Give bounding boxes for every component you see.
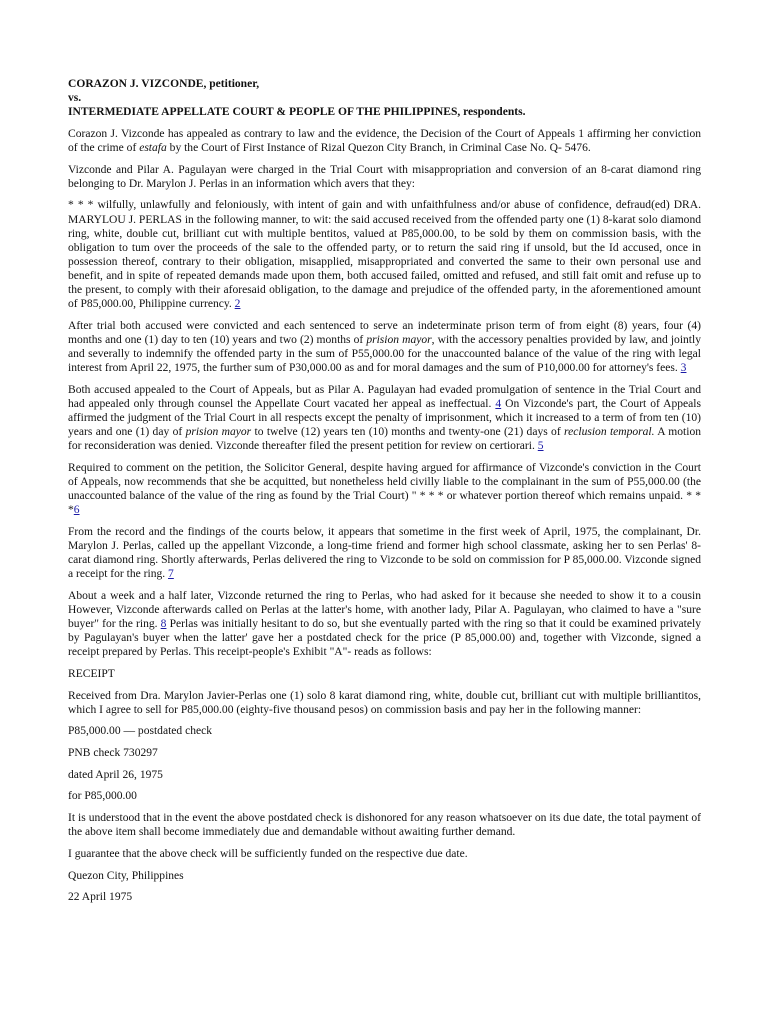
paragraph <box>68 127 701 155</box>
paragraph: Vizconde and Pilar A. Pagulayan were charged in the Trial Court with misappropriation and conversion of an 8-carat diamond ring belonging to Dr. Marylon J. Perlas in an information which avers that they: <box>68 163 701 190</box>
footnote-link[interactable]: 2 <box>234 298 241 311</box>
paragraph-text: Both accused appealed to the Court of Appeals, but as Pilar A. Pagulayan had evaded promulgation of sentence in the Trial Court and had appealed only through counsel the Appellate Court vacated her appeal as ineffectual. <box>68 383 701 410</box>
paragraph-text: , with the accessory penalties provided by law, and jointly and severally to indemnify the offended party in the sum of P55,000.00 for the unaccounted balance of the value of the ring with legal interest from April 22, 1975, the further sum of P30,000.00 as and for moral damages and the sum of P10,000.00 for attorney's fees. <box>68 333 701 375</box>
receipt-date: 22 April 1975 <box>68 891 133 904</box>
paragraph-text: About a week and a half later, Vizconde returned the ring to Perlas, who had asked for it because she needed to show it to a cousin However, Vizconde afterwards called on Perlas at the latter's home, with another lady, Pilar A. Pagulayan, who claimed to have a "sure buyer" for the ring. <box>68 589 701 630</box>
paragraph <box>68 319 701 375</box>
footnote-link[interactable]: 3 <box>680 362 687 375</box>
paragraph <box>68 589 701 659</box>
paragraph: I guarantee that the above check will be sufficiently funded on the respective due date. <box>68 847 468 860</box>
paragraph-text: A motion for reconsideration was denied. Vizconde thereafter filed the present petition for review on certiorari. <box>68 426 702 453</box>
paragraph-text: Corazon J. Vizconde has appealed as contrary to law and the evidence, the Decision of the Court of Appeals 1 affirming her conviction of the crime of <box>68 127 701 154</box>
receipt-heading: RECEIPT <box>68 667 115 680</box>
receipt-line: dated April 26, 1975 <box>68 768 163 781</box>
receipt-line: PNB check 730297 <box>68 746 158 759</box>
caption-respondents: INTERMEDIATE APPELLATE COURT & PEOPLE OF THE PHILIPPINES, respondents. <box>68 106 526 119</box>
emphasis-text: reclusion temporal. <box>564 426 655 439</box>
paragraph: Received from Dra. Marylon Javier-Perlas one (1) solo 8 karat diamond ring, white, double cut, brilliant cut with multiple brilliantitos, which I agree to sell for P85,000.00 (eighty-five thousand pesos) on commission basis and pay her in the following manner: <box>68 689 701 716</box>
footnote-link[interactable]: 5 <box>537 440 544 453</box>
paragraph-text: to twelve (12) years ten (10) months and twenty-one (21) days of <box>254 426 561 439</box>
caption-vs: vs. <box>68 92 82 105</box>
paragraph-text: Perlas was initially hesitant to do so, but she eventually parted with the ring so that it could be examined privately by Pagulayan's buyer when the latter' gave her a postdated check for the price (P 85,000.00) and, together with Vizconde, signed a receipt prepared by Perlas. This receipt-people's Exhibit "A"- reads as follows: <box>68 617 701 659</box>
caption-petitioner: CORAZON J. VIZCONDE, petitioner, <box>68 78 260 90</box>
paragraph-text: From the record and the findings of the courts below, it appears that sometime in the first week of April, 1975, the complainant, Dr. Marylon J. Perlas, called up the appellant Vizconde, a long-time friend and former high school classmate, asking her to sen Perlas' 8-carat diamond ring. Shortly afterwards, Perlas delivered the ring to Vizconde to be sold on commission for P 85,000.00. Vizconde signed a receipt for the ring. <box>68 525 701 581</box>
paragraph-text: by the Court of First Instance of Rizal Quezon City Branch, in Criminal Case No. Q- 5476. <box>166 141 591 154</box>
footnote-link[interactable]: 4 <box>495 397 502 410</box>
paragraph <box>68 461 701 517</box>
paragraph-text: On Vizconde's part, the Court of Appeals affirmed the judgment of the Trial Court in all respects except the penalty of imprisonment, which it increased to a term of from ten (10) years and one (1) day of <box>68 397 701 439</box>
paragraph-text: After trial both accused were convicted and each sentenced to serve an indeterminate prison term of from eight (8) years, four (4) months and one (1) day to ten (10) years and two (2) months of <box>68 319 701 346</box>
footnote-link[interactable]: 8 <box>160 617 167 630</box>
emphasis-text: prision mayor <box>185 426 252 439</box>
footnote-link[interactable]: 7 <box>168 568 174 581</box>
paragraph-text: * * * wilfully, unlawfully and feloniously, with intent of gain and with unfaithfulness and/or abuse of confidence, defraud(ed) DRA. MARYLOU J. PERLAS in the following manner, to wit: the said accused received from the offended party one (1) 8-karat solo diamond ring, white, double cut, brilliant cut with multiple bentitos, valued at P85,000.00, to be sold by them on commission basis, with the obligation to tum over the proceeds of the sale to the offended party, or to return the said ring if unsold, but the Id accused, once in possession thereof, contrary to their obligation, misapplied, misappropriated and converted the same to their own personal use and benefit, and in spite of repeated demands made upon them, both accused failed, omitted and refused, and still fait omit and refuse up to the present, to comply with their aforesaid obligation, to the damage and prejudice of the offended party, in the aforementioned amount of P85,000.00, Philippine currency. <box>68 199 701 311</box>
document-page <box>68 77 701 904</box>
paragraph <box>68 383 701 453</box>
paragraph-text: Required to comment on the petition, the Solicitor General, despite having argued for affirmance of Vizconde's conviction in the Court of Appeals, now recommends that she be acquitted, but nonetheless held civilly liable to the complainant in the sum of P55,000.00 (the unaccounted balance of the value of the ring as found by the Trial Court) " * * * or whatever portion thereof which remains unpaid. * * * <box>68 461 701 517</box>
paragraph <box>68 198 701 311</box>
footnote-link[interactable]: 6 <box>73 504 80 517</box>
receipt-line: P85,000.00 — postdated check <box>68 725 212 738</box>
emphasis-text: estafa <box>139 141 167 154</box>
receipt-line: for P85,000.00 <box>68 790 137 803</box>
receipt-place: Quezon City, Philippines <box>68 869 184 882</box>
emphasis-text: prision mayor <box>366 333 432 346</box>
paragraph <box>68 525 701 581</box>
paragraph: It is understood that in the event the above postdated check is dishonored for any reason whatsoever on its due date, the total payment of the above item shall become immediately due and demandable without awaiting further demand. <box>68 812 701 839</box>
